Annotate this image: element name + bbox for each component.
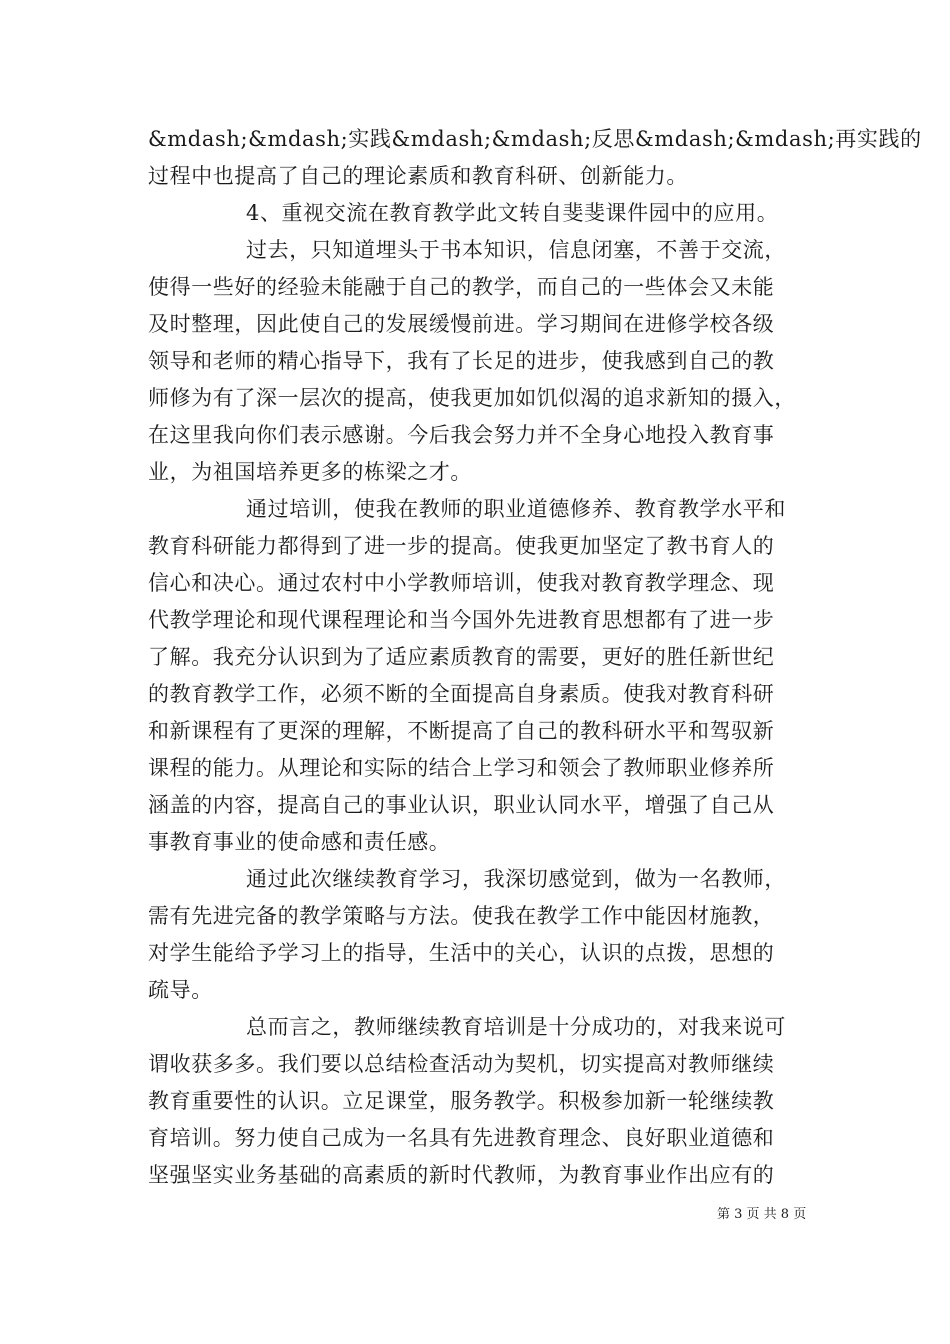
text-line: 及时整理，因此使自己的发展缓慢前进。学习期间在进修学校各级 bbox=[148, 312, 775, 336]
text-line: 教育重要性的认识。立足课堂，服务教学。积极参加新一轮继续教 bbox=[148, 1089, 775, 1113]
text-line: 事教育事业的使命感和责任感。 bbox=[148, 830, 451, 854]
text-line: 过去，只知道埋头于书本知识，信息闭塞，不善于交流， bbox=[246, 238, 786, 262]
text-line: 了解。我充分认识到为了适应素质教育的需要，更好的胜任新世纪 bbox=[148, 645, 775, 669]
text-line: 领导和老师的精心指导下，我有了长足的进步，使我感到自己的教 bbox=[148, 349, 775, 373]
text-line: 通过此次继续教育学习，我深切感觉到，做为一名教师， bbox=[246, 867, 786, 891]
text-line: 总而言之，教师继续教育培训是十分成功的，对我来说可 bbox=[246, 1015, 786, 1039]
text-line: 使得一些好的经验未能融于自己的教学，而自己的一些体会又未能 bbox=[148, 275, 775, 299]
text-line: 对学生能给予学习上的指导，生活中的关心，认识的点拨，思想的 bbox=[148, 941, 775, 965]
page-number: 第 3 页 共 8 页 bbox=[717, 1207, 807, 1222]
text-line: &mdash;&mdash;实践&mdash;&mdash;反思&mdash;&mdash;再实践的 bbox=[148, 127, 922, 151]
text-line: 需有先进完备的教学策略与方法。使我在教学工作中能因材施教， bbox=[148, 904, 775, 928]
text-line: 4、重视交流在教育教学此文转自斐斐课件园中的应用。 bbox=[246, 201, 779, 225]
text-line: 涵盖的内容，提高自己的事业认识，职业认同水平，增强了自己从 bbox=[148, 793, 775, 817]
text-line: 课程的能力。从理论和实际的结合上学习和领会了教师职业修养所 bbox=[148, 756, 775, 780]
text-line: 坚强坚实业务基础的高素质的新时代教师，为教育事业作出应有的 bbox=[148, 1163, 775, 1187]
text-line: 的教育教学工作，必须不断的全面提高自身素质。使我对教育科研 bbox=[148, 682, 775, 706]
text-line: 信心和决心。通过农村中小学教师培训，使我对教育教学理念、现 bbox=[148, 571, 775, 595]
text-line: 过程中也提高了自己的理论素质和教育科研、创新能力。 bbox=[148, 164, 688, 188]
text-line: 和新课程有了更深的理解，不断提高了自己的教科研水平和驾驭新 bbox=[148, 719, 775, 743]
text-line: 业，为祖国培养更多的栋梁之才。 bbox=[148, 460, 472, 484]
text-line: 代教学理论和现代课程理论和当今国外先进教育思想都有了进一步 bbox=[148, 608, 775, 632]
text-line: 教育科研能力都得到了进一步的提高。使我更加坚定了教书育人的 bbox=[148, 534, 775, 558]
text-line: 谓收获多多。我们要以总结检查活动为契机，切实提高对教师继续 bbox=[148, 1052, 775, 1076]
text-line: 师修为有了深一层次的提高，使我更加如饥似渴的追求新知的摄入， bbox=[148, 386, 796, 410]
text-line: 疏导。 bbox=[148, 978, 213, 1002]
text-line: 在这里我向你们表示感谢。今后我会努力并不全身心地投入教育事 bbox=[148, 423, 775, 447]
text-line: 通过培训，使我在教师的职业道德修养、教育教学水平和 bbox=[246, 497, 786, 521]
text-line: 育培训。努力使自己成为一名具有先进教育理念、良好职业道德和 bbox=[148, 1126, 775, 1150]
